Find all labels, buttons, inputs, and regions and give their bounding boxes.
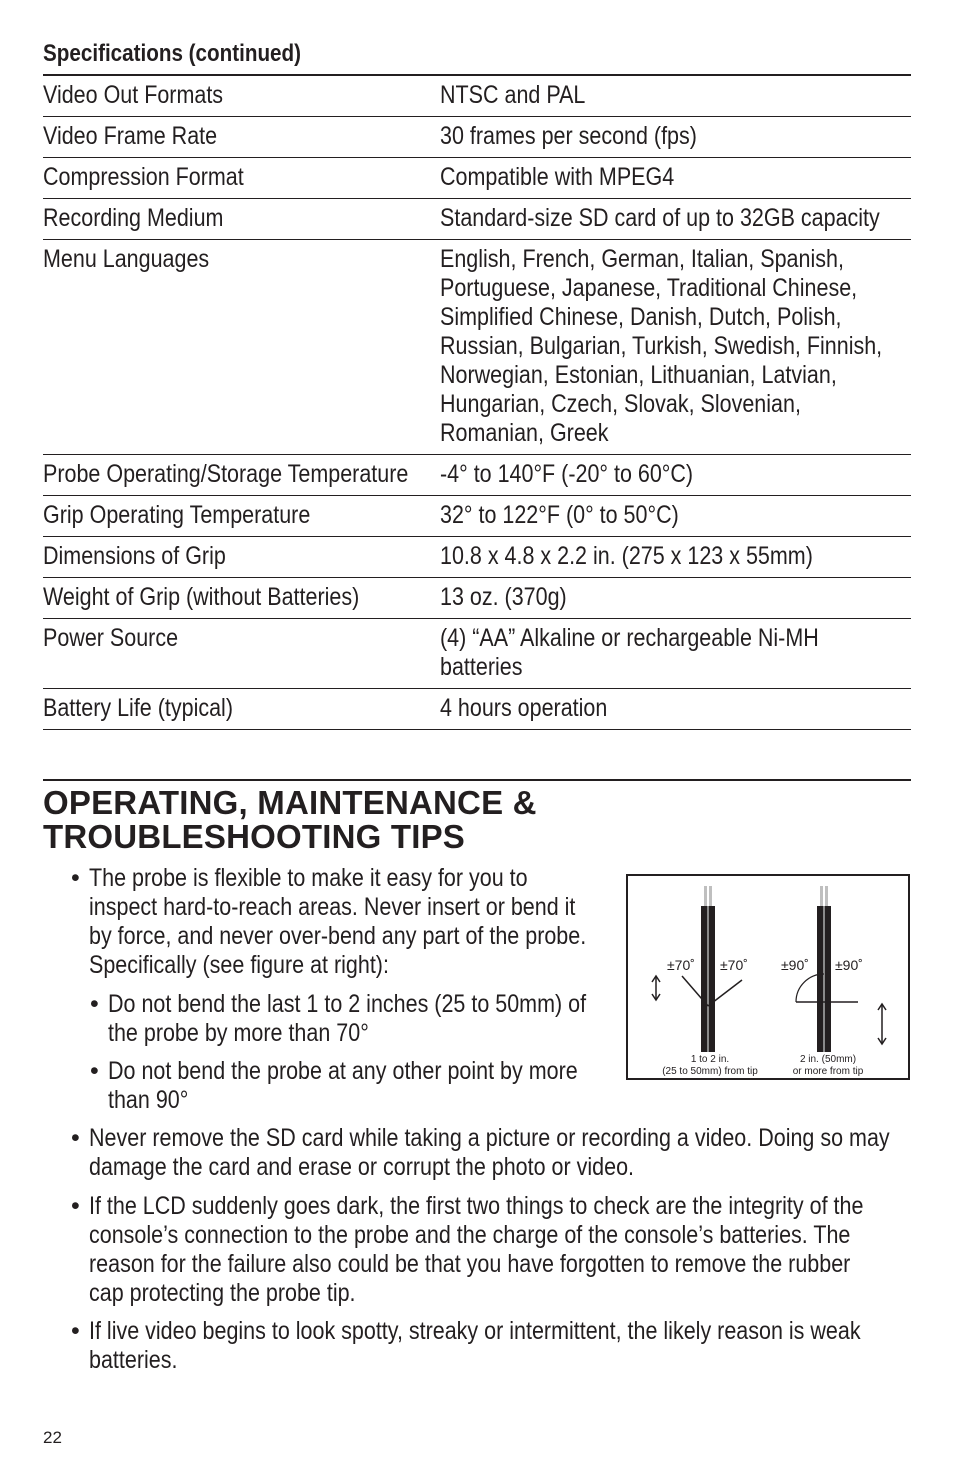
- tip-line: If live video begins to look spotty, streaky or intermittent, the likely reason is weak: [89, 1317, 861, 1345]
- spec-row: [43, 496, 911, 537]
- spec-label: Menu Languages: [43, 245, 210, 273]
- spec-value-line: 32° to 122°F (0° to 50°C): [440, 501, 679, 529]
- subtip-other-point: [90, 1057, 654, 1115]
- bullet-dot: •: [71, 1124, 80, 1152]
- spec-row: [43, 689, 911, 730]
- spec-label: Dimensions of Grip: [43, 542, 226, 570]
- bullet-dot: •: [71, 864, 80, 892]
- spec-value: [440, 122, 911, 151]
- spec-value-line: Standard-size SD card of up to 32GB capacity: [440, 204, 880, 232]
- spec-value-line: Russian, Bulgarian, Turkish, Swedish, Finnish,: [440, 332, 883, 360]
- spec-label: Video Out Formats: [43, 81, 224, 109]
- tip-line: batteries.: [89, 1346, 178, 1374]
- spec-value-line: 4 hours operation: [440, 694, 608, 722]
- tip-line: Do not bend the last 1 to 2 inches (25 to 50mm) of: [108, 990, 587, 1018]
- spec-row: [43, 240, 911, 455]
- tip-line: by force, and never over-bend any part of the probe.: [89, 922, 587, 950]
- spec-value-line: 30 frames per second (fps): [440, 122, 697, 150]
- spec-row: [43, 455, 911, 496]
- tip-lcd-dark: [71, 1192, 954, 1308]
- bullet-dot: •: [90, 1057, 99, 1085]
- right-angle-label-a: ±90˚: [781, 957, 809, 973]
- spec-value-line: Compatible with MPEG4: [440, 163, 675, 191]
- spec-row: [43, 537, 911, 578]
- spec-value: [440, 583, 911, 612]
- right-caption-line-1: 2 in. (50mm): [799, 1054, 857, 1065]
- spec-value: [440, 204, 911, 233]
- tip-line: damage the card and erase or corrupt the photo or video.: [89, 1153, 635, 1181]
- tip-line: the probe by more than 70°: [108, 1019, 369, 1047]
- spec-value-line: Portuguese, Japanese, Traditional Chinese,: [440, 274, 858, 302]
- spec-value: [440, 542, 911, 571]
- left-caption: [650, 1054, 770, 1078]
- section-title-line-1: OPERATING, MAINTENANCE &: [43, 784, 537, 821]
- spec-value: [440, 694, 911, 723]
- tip-line: If the LCD suddenly goes dark, the first two things to check are the integrity of the: [89, 1192, 864, 1220]
- left-angle-label-b: ±70˚: [720, 957, 748, 973]
- tip-line: The probe is flexible to make it easy for you to: [89, 864, 528, 892]
- right-angle-label-b: ±90˚: [835, 957, 863, 973]
- spec-value-line: English, French, German, Italian, Spanish,: [440, 245, 844, 273]
- spec-label: Battery Life (typical): [43, 694, 233, 722]
- spec-row: [43, 117, 911, 158]
- left-caption-line-1: 1 to 2 in.: [690, 1054, 730, 1065]
- probe-bend-diagram: [628, 876, 908, 1078]
- tip-line: Specifically (see figure at right):: [89, 951, 389, 979]
- spec-label: Recording Medium: [43, 204, 224, 232]
- spec-row: [43, 199, 911, 240]
- spec-value: [440, 624, 911, 682]
- right-caption: [768, 1054, 888, 1078]
- bullet-dot: •: [71, 1317, 80, 1345]
- left-caption-line-2: (25 to 50mm) from tip: [662, 1066, 758, 1077]
- tip-line: reason for the failure also could be that you have forgotten to remove the rubber: [89, 1250, 851, 1278]
- spec-label: Compression Format: [43, 163, 244, 191]
- spec-value-line: batteries: [440, 653, 523, 681]
- tip-line: Do not bend the probe at any other point by more: [108, 1057, 578, 1085]
- spec-label: Probe Operating/Storage Temperature: [43, 460, 409, 488]
- tip-line: cap protecting the probe tip.: [89, 1279, 356, 1307]
- spec-label: Weight of Grip (without Batteries): [43, 583, 360, 611]
- spec-heading: Specifications (continued): [43, 40, 302, 67]
- spec-value-line: Simplified Chinese, Danish, Dutch, Polish,: [440, 303, 842, 331]
- section-divider: [43, 779, 911, 781]
- probe-bend-figure: [626, 874, 910, 1080]
- spec-value: [440, 163, 911, 192]
- spec-table: [43, 74, 911, 730]
- spec-value-line: -4° to 140°F (-20° to 60°C): [440, 460, 694, 488]
- spec-value-line: Hungarian, Czech, Slovak, Slovenian,: [440, 390, 801, 418]
- spec-value: [440, 501, 911, 530]
- tip-line: console’s connection to the probe and the charge of the console’s batteries. The: [89, 1221, 851, 1249]
- spec-row: [43, 76, 911, 117]
- right-caption-line-2: or more from tip: [792, 1066, 864, 1077]
- tip-line: inspect hard-to-reach areas. Never insert or bend it: [89, 893, 576, 921]
- page-number: 22: [43, 1428, 62, 1447]
- spec-value-line: 10.8 x 4.8 x 2.2 in. (275 x 123 x 55mm): [440, 542, 813, 570]
- spec-value: [440, 245, 911, 448]
- spec-row: [43, 158, 911, 199]
- section-title-line-2: TROUBLESHOOTING TIPS: [43, 818, 466, 855]
- bullet-dot: •: [90, 990, 99, 1018]
- tip-sd-card: [71, 1124, 954, 1182]
- section-title: [43, 786, 537, 854]
- spec-value-line: NTSC and PAL: [440, 81, 586, 109]
- spec-label: Video Frame Rate: [43, 122, 218, 150]
- spec-value-line: Norwegian, Estonian, Lithuanian, Latvian,: [440, 361, 837, 389]
- spec-value: [440, 81, 911, 110]
- subtip-last-inches: [90, 990, 664, 1048]
- left-angle-label-a: ±70˚: [667, 957, 695, 973]
- spec-value: [440, 460, 911, 489]
- spec-label: Power Source: [43, 624, 179, 652]
- bullet-dot: •: [71, 1192, 80, 1220]
- tip-probe-flexible: [71, 864, 667, 980]
- spec-value-line: Romanian, Greek: [440, 419, 609, 447]
- spec-row: [43, 619, 911, 689]
- tip-live-video: [71, 1317, 954, 1375]
- tip-line: Never remove the SD card while taking a picture or recording a video. Doing so may: [89, 1124, 890, 1152]
- tip-line: than 90°: [108, 1086, 189, 1114]
- spec-value-line: 13 oz. (370g): [440, 583, 567, 611]
- spec-row: [43, 578, 911, 619]
- spec-label: Grip Operating Temperature: [43, 501, 311, 529]
- spec-value-line: (4) “AA” Alkaline or rechargeable Ni-MH: [440, 624, 819, 652]
